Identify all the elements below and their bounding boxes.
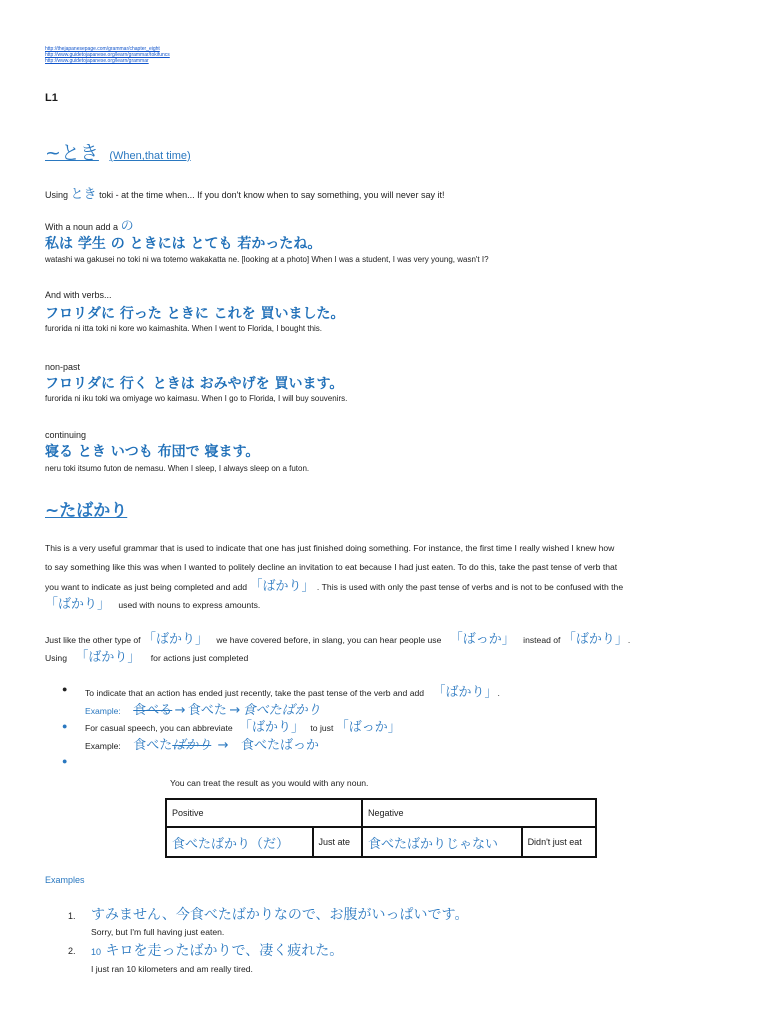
intro-post: toki - at the time when... If you don't know when to say something, you will never say it! — [99, 190, 445, 200]
para2-c: instead of — [523, 635, 561, 645]
para1-line3a: you want to indicate as just being completed and add — [45, 582, 248, 592]
table-row — [166, 827, 596, 857]
bullet2-a: For casual speech, you can abbreviate — [85, 723, 233, 733]
bakari-quote: 「ばかり」 — [562, 632, 628, 647]
arrow-icon: → — [229, 703, 241, 718]
section-title-tabakari: ~たばかり — [45, 501, 128, 521]
para1-line4 — [45, 593, 260, 612]
example-number: 2. — [68, 946, 76, 956]
bakari-quote: 「ばかり」 — [142, 632, 208, 647]
example-number-prefix: 10 — [91, 947, 102, 957]
bakari-quote: 「ばかり」 — [432, 685, 498, 700]
intro-jp: とき — [70, 187, 97, 202]
example-sentence-en: I just ran 10 kilometers and am really tired. — [91, 964, 253, 974]
noun-label — [45, 215, 134, 234]
table-cell-positive-jp: 食べたばかり（だ） — [166, 827, 313, 857]
example-4-jp: 寝る とき いつも 布団で 寝ます。 — [45, 444, 260, 460]
verbs-label: And with verbs... — [45, 290, 112, 300]
bakari-quote: 「ばかり」 — [249, 579, 315, 594]
example-tabeta: 食べた — [187, 703, 227, 718]
para1-line2: to say something like this was when I wanted to politely decline an invitation to eat because I had just eaten. To do this, take the past tense of verb that — [45, 562, 618, 572]
example-sentence-jp: キロを走ったばかりで、凄く疲れた。 — [105, 943, 344, 959]
table-header-row — [166, 799, 596, 827]
bullet-dot: ● — [62, 756, 68, 766]
example-label: Example: — [85, 706, 121, 716]
table-cell-positive-en: Just ate — [313, 827, 362, 857]
example-3-jp: フロリダに 行く ときは おみやげを 買います。 — [45, 376, 344, 392]
reference-links — [45, 46, 170, 64]
example-number: 1. — [68, 911, 76, 921]
bakka-quote: 「ばっか」 — [335, 720, 401, 735]
para1-line1: This is a very useful grammar that is used to indicate that one has just finished doing something. For instance, the first time I really wished I knew how — [45, 543, 615, 553]
example-sentence-jp: すみません、今食べたばかりなので、お腹がいっぱいです。 — [91, 907, 469, 923]
bullet1-main: To indicate that an action has ended just recently, take the past tense of the verb and add — [85, 688, 425, 698]
example-strike-bakari: ばかり — [172, 738, 212, 753]
para2-using: Using — [45, 653, 67, 663]
section-title-toki — [45, 138, 191, 165]
noun-no: の — [120, 219, 134, 234]
bakari-quote: 「ばかり」 — [45, 597, 111, 612]
para1-line4b: used with nouns to express amounts. — [118, 600, 261, 610]
intro-pre: Using — [45, 190, 69, 200]
table-cell-negative-en: Didn't just eat — [522, 827, 596, 857]
table-header-negative: Negative — [362, 799, 596, 827]
para1-line3 — [45, 575, 623, 594]
example-2-jp: フロリダに 行った ときに これを 買いました。 — [45, 306, 345, 322]
example-sentence-jp-row — [91, 940, 343, 960]
example-sentence-en: Sorry, but I'm full having just eaten. — [91, 927, 225, 937]
example-1-jp: 私は 学生 の ときには とても 若かったね。 — [45, 236, 322, 252]
continuing-label: continuing — [45, 430, 87, 440]
bullet2-example — [85, 734, 319, 753]
example-taberu: 食べる — [133, 703, 173, 718]
conjugation-table — [165, 798, 597, 858]
bakari-quote: 「ばかり」 — [239, 720, 305, 735]
lesson-label: L1 — [45, 92, 58, 104]
reference-link[interactable]: http://thejapanesepage.com/grammar/chapter_eight — [45, 46, 160, 52]
title-jp: ~とき — [45, 142, 99, 164]
table-cell-negative-jp: 食べたばかりじゃない — [362, 827, 522, 857]
reference-link[interactable]: http://www.guidetojapanese.org/learn/grammar — [45, 58, 149, 64]
para2-line1 — [45, 628, 630, 647]
bakka-quote: 「ばっか」 — [449, 632, 515, 647]
para2-end: . — [627, 635, 631, 645]
para2-d: for actions just completed — [150, 653, 249, 663]
title-en: (When,that time) — [109, 150, 191, 162]
bullet2-b: to just — [310, 723, 334, 733]
arrow-icon: → — [217, 738, 229, 753]
para1-line3b: . This is used with only the past tense of verbs and is not to be confused with the — [316, 582, 624, 592]
example-tabeta: 食べた — [133, 738, 173, 753]
example-3-romaji: furorida ni iku toki wa omiyage wo kaimasu. When I go to Florida, I will buy souvenirs. — [45, 394, 348, 403]
arrow-icon: → — [174, 703, 186, 718]
example-2-romaji: furorida ni itta toki ni kore wo kaimashita. When I went to Florida, I bought this. — [45, 324, 323, 333]
example-4-romaji: neru toki itsumo futon de nemasu. When I sleep, I always sleep on a futon. — [45, 464, 310, 473]
example-1-romaji: watashi wa gakusei no toki ni wa totemo wakakatta ne. [looking at a photo] When I was a student, I was very young, wasn't I? — [45, 255, 489, 264]
para2-line2 — [45, 646, 248, 665]
examples-heading: Examples — [45, 875, 85, 885]
table-header-positive: Positive — [166, 799, 362, 827]
bullet2-text — [85, 716, 401, 735]
bullet1-text — [85, 681, 500, 700]
nonpast-label: non-past — [45, 362, 81, 372]
noun-note: You can treat the result as you would with any noun. — [170, 778, 369, 788]
noun-label-text: With a noun add a — [45, 222, 119, 232]
bullet-dot: ● — [62, 721, 68, 731]
bakari-quote: 「ばかり」 — [75, 650, 141, 665]
example-label: Example: — [85, 741, 121, 751]
example-tabetabakka: 食べたばっか — [240, 738, 319, 753]
bullet-dot: ● — [62, 684, 68, 694]
example-tabetabakari: 食べたばかり — [242, 703, 321, 718]
bullet1-end: . — [497, 688, 500, 698]
toki-intro — [45, 183, 444, 202]
para2-b: we have covered before, in slang, you can hear people use — [216, 635, 442, 645]
reference-link[interactable]: http://www.guidetojapanese.org/learn/grammar/tokifuncs — [45, 52, 170, 58]
para2-a: Just like the other type of — [45, 635, 141, 645]
